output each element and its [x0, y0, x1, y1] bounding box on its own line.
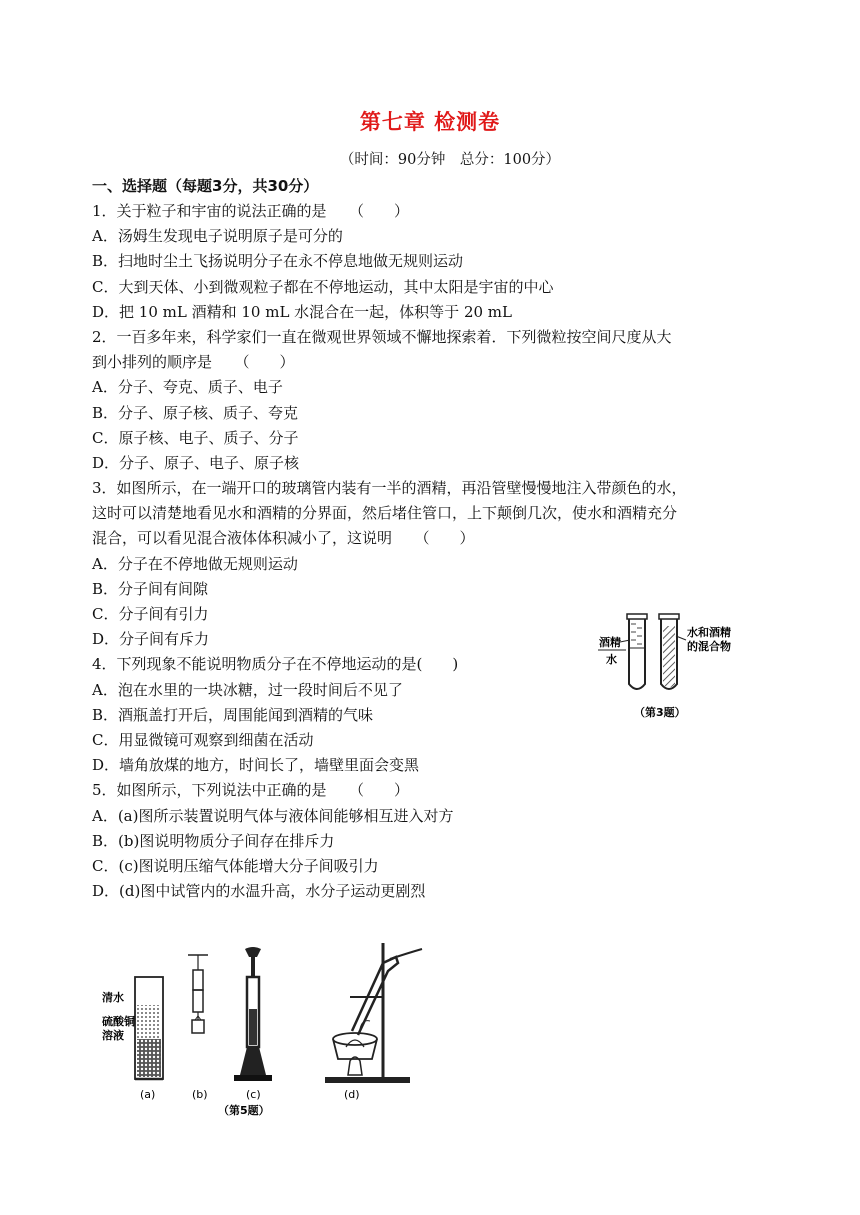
label-alcohol: 酒精	[599, 636, 621, 649]
label-mixture-cont: 的混合物	[687, 640, 731, 653]
option-d: D．(d)图中试管内的水温升高，水分子运动更剧烈	[92, 882, 426, 901]
option-b: B．分子、原子核、质子、夸克	[92, 403, 299, 422]
question-2	[92, 325, 772, 476]
figure-caption: （第5题）	[218, 1104, 270, 1117]
option-b: B．分子间有间隙	[92, 579, 209, 598]
apparatus-a-cylinder	[135, 977, 163, 1079]
figure-3-test-tubes	[590, 612, 760, 722]
sub-label-a: (a)	[140, 1088, 156, 1101]
tube-left	[627, 614, 647, 689]
option-c: C．用显微镜可观察到细菌在活动	[92, 730, 314, 749]
tube-right	[659, 614, 679, 689]
question-1	[92, 199, 772, 325]
question-stem-cont: 这时可以清楚地看见水和酒精的分界面，然后堵住管口，上下颠倒几次，使水和酒精充分	[92, 504, 678, 523]
option-c: C．分子间有引力	[92, 605, 209, 623]
sub-label-c: (c)	[246, 1088, 261, 1101]
question-5	[92, 778, 772, 904]
question-stem: 1．关于粒子和宇宙的说法正确的是 （ ）	[92, 202, 410, 220]
option-b: B．(b)图说明物质分子间存在排斥力	[92, 831, 335, 850]
label-mixture: 水和酒精	[687, 626, 731, 639]
figure-caption: （第3题）	[634, 706, 686, 719]
question-stem: 2．一百多年来，科学家们一直在微观世界领域不懈地探索着．下列微粒按空间尺度从大	[92, 327, 672, 346]
question-list	[92, 199, 772, 904]
option-d: D．墙角放煤的地方，时间长了，墙壁里面会变黑	[92, 756, 420, 775]
sub-label-d: (d)	[344, 1088, 360, 1101]
question-stem: 4．下列现象不能说明物质分子在不停地运动的是( )	[92, 655, 459, 674]
option-d: D．分子、原子、电子、原子核	[92, 453, 300, 472]
question-stem: 5．如图所示，下列说法中正确的是 （ ）	[92, 781, 410, 800]
question-stem-cont: 到小排列的顺序是 （ ）	[92, 353, 295, 372]
option-b: B．扫地时尘土飞扬说明分子在永不停息地做无规则运动	[92, 252, 464, 271]
sub-label-b: (b)	[192, 1088, 208, 1101]
apparatus-b-blocks	[188, 955, 208, 1033]
apparatus-c-syringe	[234, 947, 272, 1081]
option-c: C．原子核、电子、质子、分子	[92, 428, 299, 447]
figure-5-experiments	[100, 935, 440, 1117]
label-copper-sulfate: 硫酸铜	[102, 1015, 135, 1028]
label-water: 水	[606, 653, 617, 666]
apparatus-d-heating	[325, 943, 422, 1083]
option-a: A．汤姆生发现电子说明原子是可分的	[92, 227, 343, 246]
question-stem: 3．如图所示，在一端开口的玻璃管内装有一半的酒精，再沿管壁慢慢地注入带颜色的水，	[92, 479, 687, 498]
option-a: A．分子在不停地做无规则运动	[92, 554, 298, 573]
label-clear-water: 清水	[102, 991, 124, 1004]
option-c: C．(c)图说明压缩气体能增大分子间吸引力	[92, 856, 379, 875]
section-heading: 一、选择题（每题3分，共30分）	[92, 177, 319, 195]
option-a: A．(a)图所示装置说明气体与液体间能够相互进入对方	[92, 806, 454, 825]
option-a: A．分子、夸克、质子、电子	[92, 378, 283, 397]
label-solution: 溶液	[102, 1029, 124, 1042]
option-b: B．酒瓶盖打开后，周围能闻到酒精的气味	[92, 705, 374, 724]
question-stem-cont: 混合，可以看见混合液体体积减小了，这说明 （ ）	[92, 529, 475, 548]
option-c: C．大到天体、小到微观粒子都在不停地运动，其中太阳是宇宙的中心	[92, 277, 554, 296]
option-a: A．泡在水里的一块冰糖，过一段时间后不见了	[92, 680, 403, 699]
exam-info: （时间：90分钟 总分：100分）	[339, 152, 561, 168]
page-title: 第七章 检测卷	[359, 110, 501, 134]
option-d: D．把 10 mL 酒精和 10 mL 水混合在一起，体积等于 20 mL	[92, 302, 512, 321]
option-d: D．分子间有斥力	[92, 630, 210, 649]
